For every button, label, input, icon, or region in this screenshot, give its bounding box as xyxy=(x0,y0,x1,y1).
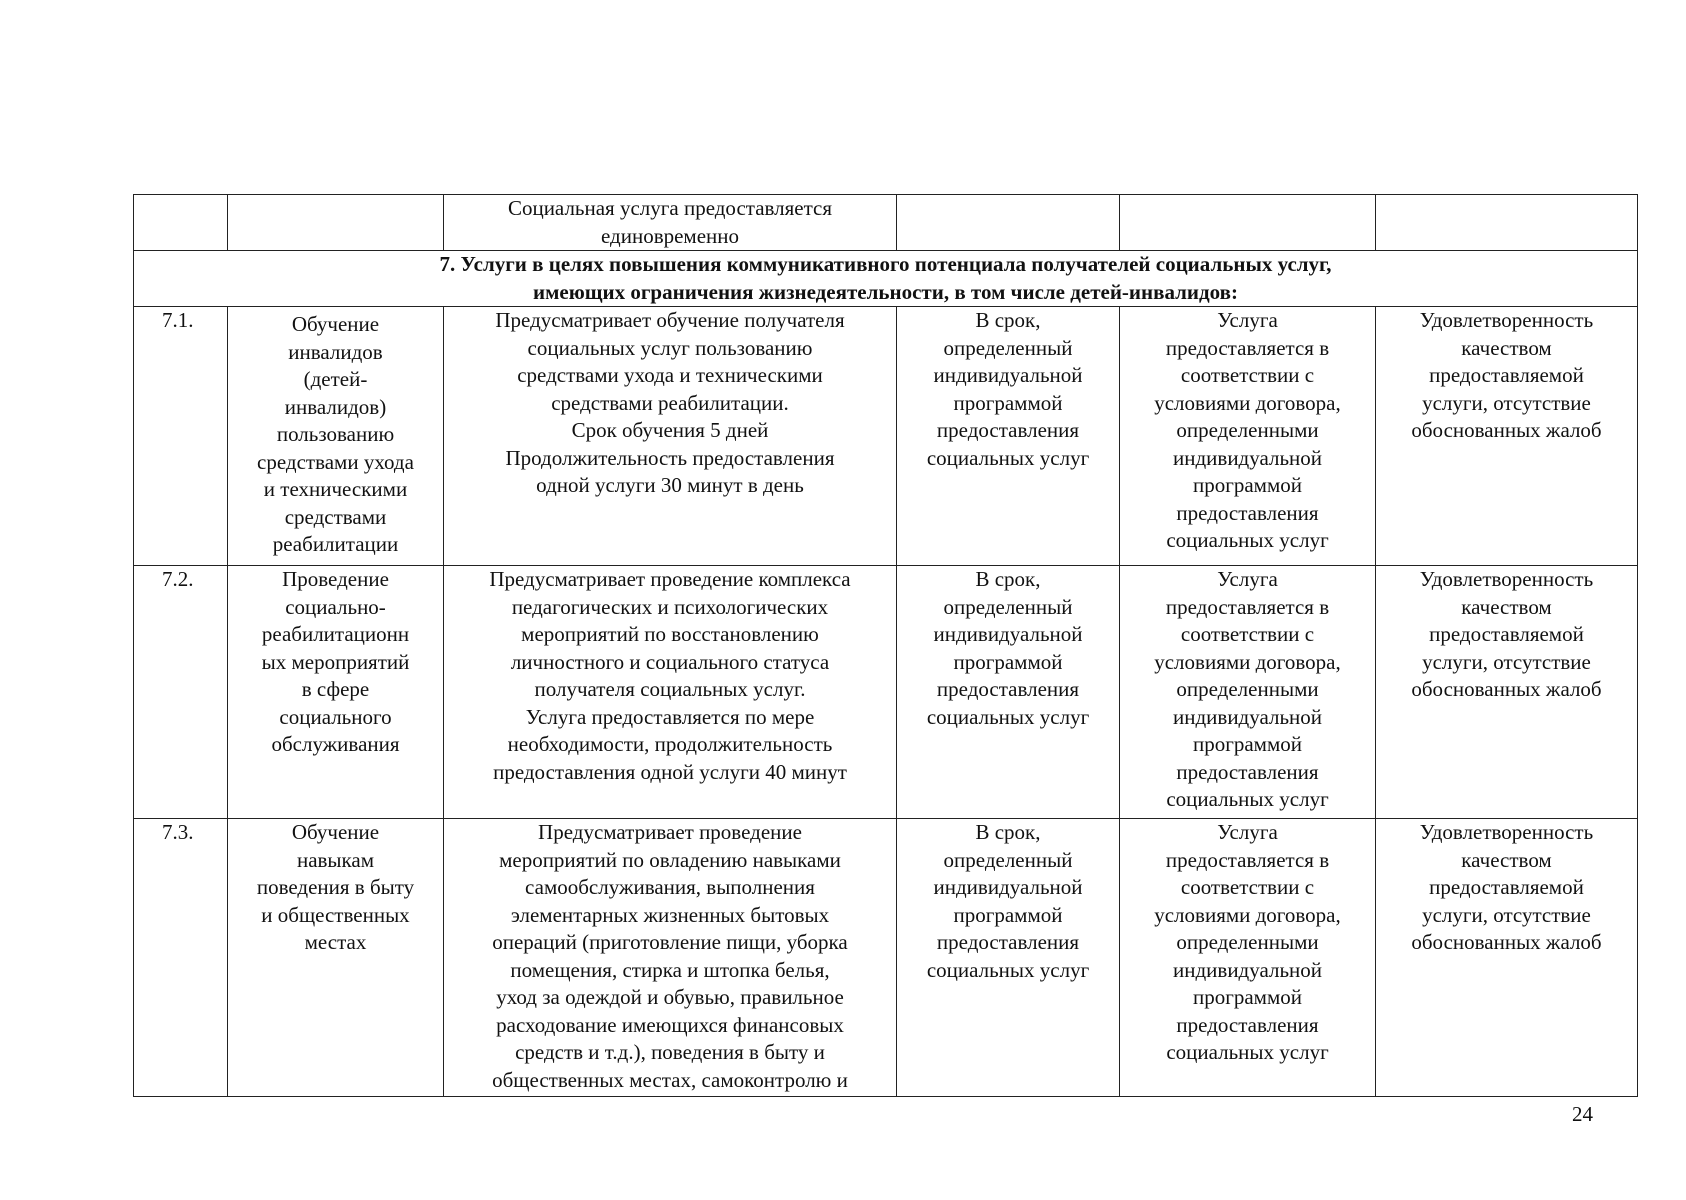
section-title: 7. Услуги в целях повышения коммуникативного потенциала получателей социальных услуг, имеющих ограничения жизнедеятельности, в том числе детей-инвалидов: xyxy=(134,251,1638,307)
service-term: В срок, определенный индивидуальной программой предоставления социальных услуг xyxy=(897,307,1120,566)
page-number: 24 xyxy=(1572,1102,1593,1126)
cell-term xyxy=(897,195,1120,251)
service-conditions: Услуга предоставляется в соответствии с условиями договора, определенными индивидуальной программой предоставления социальных услуг xyxy=(1120,819,1376,1097)
service-description: Предусматривает проведение мероприятий по овладению навыками самообслуживания, выполнения элементарных жизненных бытовых операций (приготовление пищи, уборка помещения, стирка и штопка белья, уход за одеждой и обувью, правильное расходование имеющихся финансовых средств и т.д.), поведения в быту и общественных местах, самоконтролю и xyxy=(444,819,897,1097)
cell-num xyxy=(134,195,228,251)
service-description: Предусматривает обучение получателя социальных услуг пользованию средствами ухода и техническими средствами реабилитации. Срок обучения 5 дней Продолжительность предоставления одной услуги 30 минут в день xyxy=(444,307,897,566)
service-term: В срок, определенный индивидуальной программой предоставления социальных услуг xyxy=(897,566,1120,819)
table-row-continuation xyxy=(134,195,1638,251)
row-number: 7.3. xyxy=(134,819,228,1097)
service-criteria: Удовлетворенность качеством предоставляемой услуги, отсутствие обоснованных жалоб xyxy=(1376,819,1638,1097)
service-conditions: Услуга предоставляется в соответствии с условиями договора, определенными индивидуальной программой предоставления социальных услуг xyxy=(1120,566,1376,819)
table-row xyxy=(134,819,1638,1097)
service-description: Предусматривает проведение комплекса педагогических и психологических мероприятий по восстановлению личностного и социального статуса получателя социальных услуг. Услуга предоставляется по мере необходимости, продолжительность предоставления одной услуги 40 минут xyxy=(444,566,897,819)
table-row xyxy=(134,307,1638,566)
service-criteria: Удовлетворенность качеством предоставляемой услуги, отсутствие обоснованных жалоб xyxy=(1376,307,1638,566)
service-criteria: Удовлетворенность качеством предоставляемой услуги, отсутствие обоснованных жалоб xyxy=(1376,566,1638,819)
service-term: В срок, определенный индивидуальной программой предоставления социальных услуг xyxy=(897,819,1120,1097)
cell-name xyxy=(228,195,444,251)
table-row xyxy=(134,566,1638,819)
cell-criteria xyxy=(1376,195,1638,251)
row-number: 7.2. xyxy=(134,566,228,819)
service-name: Обучение инвалидов (детей- инвалидов) пользованию средствами ухода и техническими средствами реабилитации xyxy=(228,307,444,566)
service-name: Обучение навыкам поведения в быту и общественных местах xyxy=(228,819,444,1097)
service-name: Проведение социально- реабилитационн ых мероприятий в сфере социального обслуживания xyxy=(228,566,444,819)
cell-description: Социальная услуга предоставляется единовременно xyxy=(444,195,897,251)
row-number: 7.1. xyxy=(134,307,228,566)
cell-conditions xyxy=(1120,195,1376,251)
section-heading-row xyxy=(134,251,1638,307)
services-table xyxy=(133,194,1638,1097)
service-conditions: Услуга предоставляется в соответствии с условиями договора, определенными индивидуальной программой предоставления социальных услуг xyxy=(1120,307,1376,566)
